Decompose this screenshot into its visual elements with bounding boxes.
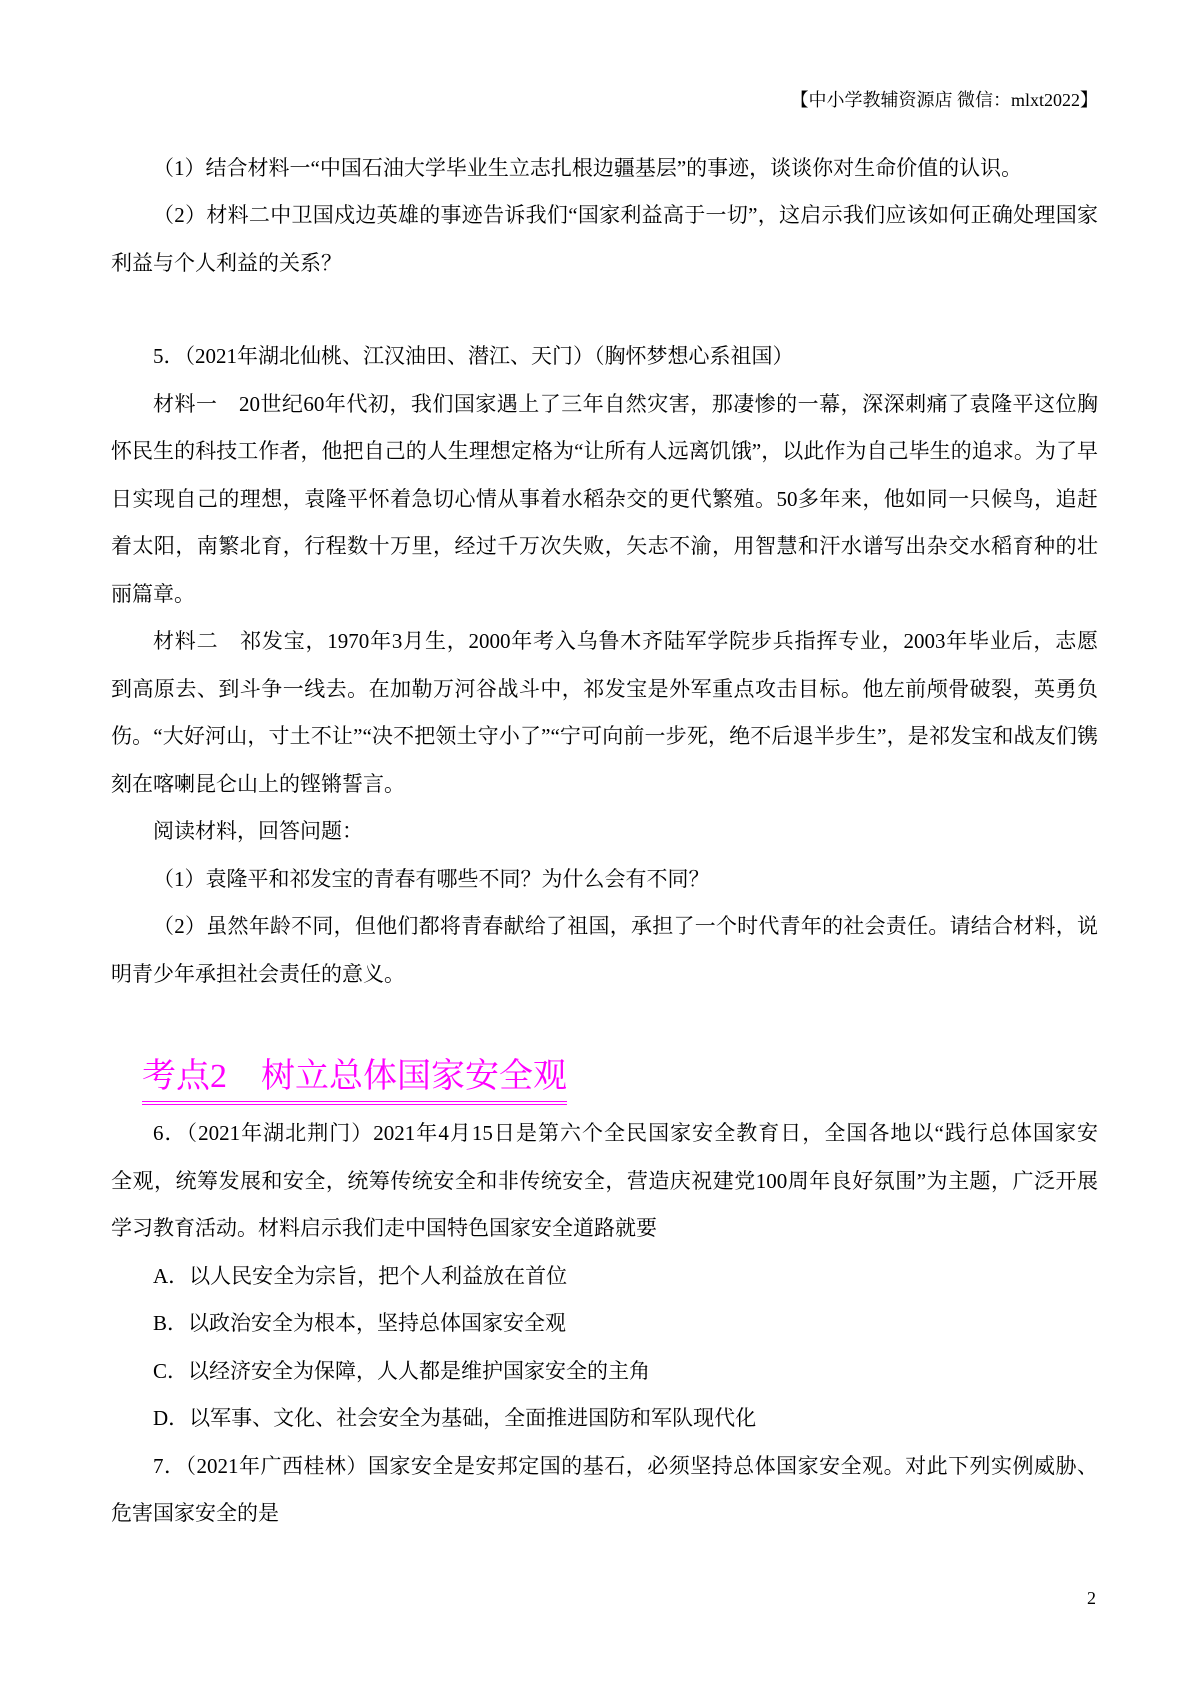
text-line: （1）结合材料一“中国石油大学毕业生立志扎根边疆基层”的事迹，谈谈你对生命价值的认识。: [153, 156, 1023, 180]
option-d: D．以军事、文化、社会安全为基础，全面推进国防和军队现代化: [153, 1406, 757, 1430]
text-line: 刻在喀喇昆仑山上的铿锵誓言。: [111, 771, 405, 796]
text-line: 怀民生的科技工作者，他把自己的人生理想定格为“让所有人远离饥饿”，以此作为自己毕生的追求。为了早: [111, 439, 1098, 463]
text-line: 到高原去、到斗争一线去。在加勒万河谷战斗中，祁发宝是外军重点攻击目标。他左前颅骨破裂，英勇负: [111, 676, 1098, 701]
text-line: 6．（2021年湖北荆门）2021年4月15日是第六个全民国家安全教育日，全国各地以“践行总体国家安: [153, 1121, 1098, 1145]
text-line: （1）袁隆平和祁发宝的青春有哪些不同？为什么会有不同？: [153, 866, 710, 891]
text-line: （2）材料二中卫国戍边英雄的事迹告诉我们“国家利益高于一切”，这启示我们应该如何正确处理国家: [153, 203, 1098, 227]
text-line: 阅读材料，回答问题：: [153, 819, 363, 843]
text-line: 材料二 祁发宝，1970年3月生，2000年考入乌鲁木齐陆军学院步兵指挥专业，2003年毕业后，志愿: [153, 629, 1098, 653]
option-b: B．以政治安全为根本，坚持总体国家安全观: [153, 1311, 567, 1335]
text-line: 材料一 20世纪60年代初，我们国家遇上了三年自然灾害，那凄惨的一幕，深深刺痛了袁隆平这位胸: [153, 391, 1098, 416]
text-line: 危害国家安全的是: [111, 1501, 279, 1525]
text-line: 利益与个人利益的关系？: [111, 250, 342, 275]
text-line: 7．（2021年广西桂林）国家安全是安邦定国的基石，必须坚持总体国家安全观。对此下列实例威胁、: [153, 1453, 1098, 1478]
text-line: 明青少年承担社会责任的意义。: [111, 961, 405, 986]
option-a: A．以人民安全为宗旨，把个人利益放在首位: [153, 1263, 568, 1288]
page-number: 2: [1087, 1588, 1096, 1608]
question-5: [111, 333, 1098, 998]
text-line: 着太阳，南繁北育，行程数十万里，经过千万次失败，矢志不渝，用智慧和汗水谱写出杂交水稻育种的壮: [111, 534, 1098, 558]
question-title: 5．（2021年湖北仙桃、江汉油田、潜江、天门）（胸怀梦想心系祖国）: [153, 344, 794, 368]
text-line: 全观，统筹发展和安全，统筹传统安全和非传统安全，营造庆祝建党100周年良好氛围”为主题，广泛开展: [111, 1168, 1098, 1193]
text-line: 伤。“大好河山，寸土不让”“决不把领土守小了”“宁可向前一步死，绝不后退半步生”，是祁发宝和战友们镌: [111, 724, 1098, 748]
section-heading: 考点2 树立总体国家安全观: [142, 1055, 567, 1105]
text-line: 学习教育活动。材料启示我们走中国特色国家安全道路就要: [111, 1216, 657, 1240]
page-header: 【中小学教辅资源店 微信：mlxt2022】: [790, 90, 1098, 110]
q4-sub-question-2: [111, 192, 1098, 287]
text-line: 丽篇章。: [111, 581, 195, 606]
text-line: （2）虽然年龄不同，但他们都将青春献给了祖国，承担了一个时代青年的社会责任。请结合材料，说: [153, 914, 1098, 938]
q4-sub-question-1: [111, 145, 1098, 193]
option-c: C．以经济安全为保障，人人都是维护国家安全的主角: [153, 1358, 651, 1383]
text-line: 日实现自己的理想，袁隆平怀着急切心情从事着水稻杂交的更代繁殖。50多年来，他如同一只候鸟，追赶: [111, 486, 1098, 511]
question-6: [111, 1110, 1098, 1538]
